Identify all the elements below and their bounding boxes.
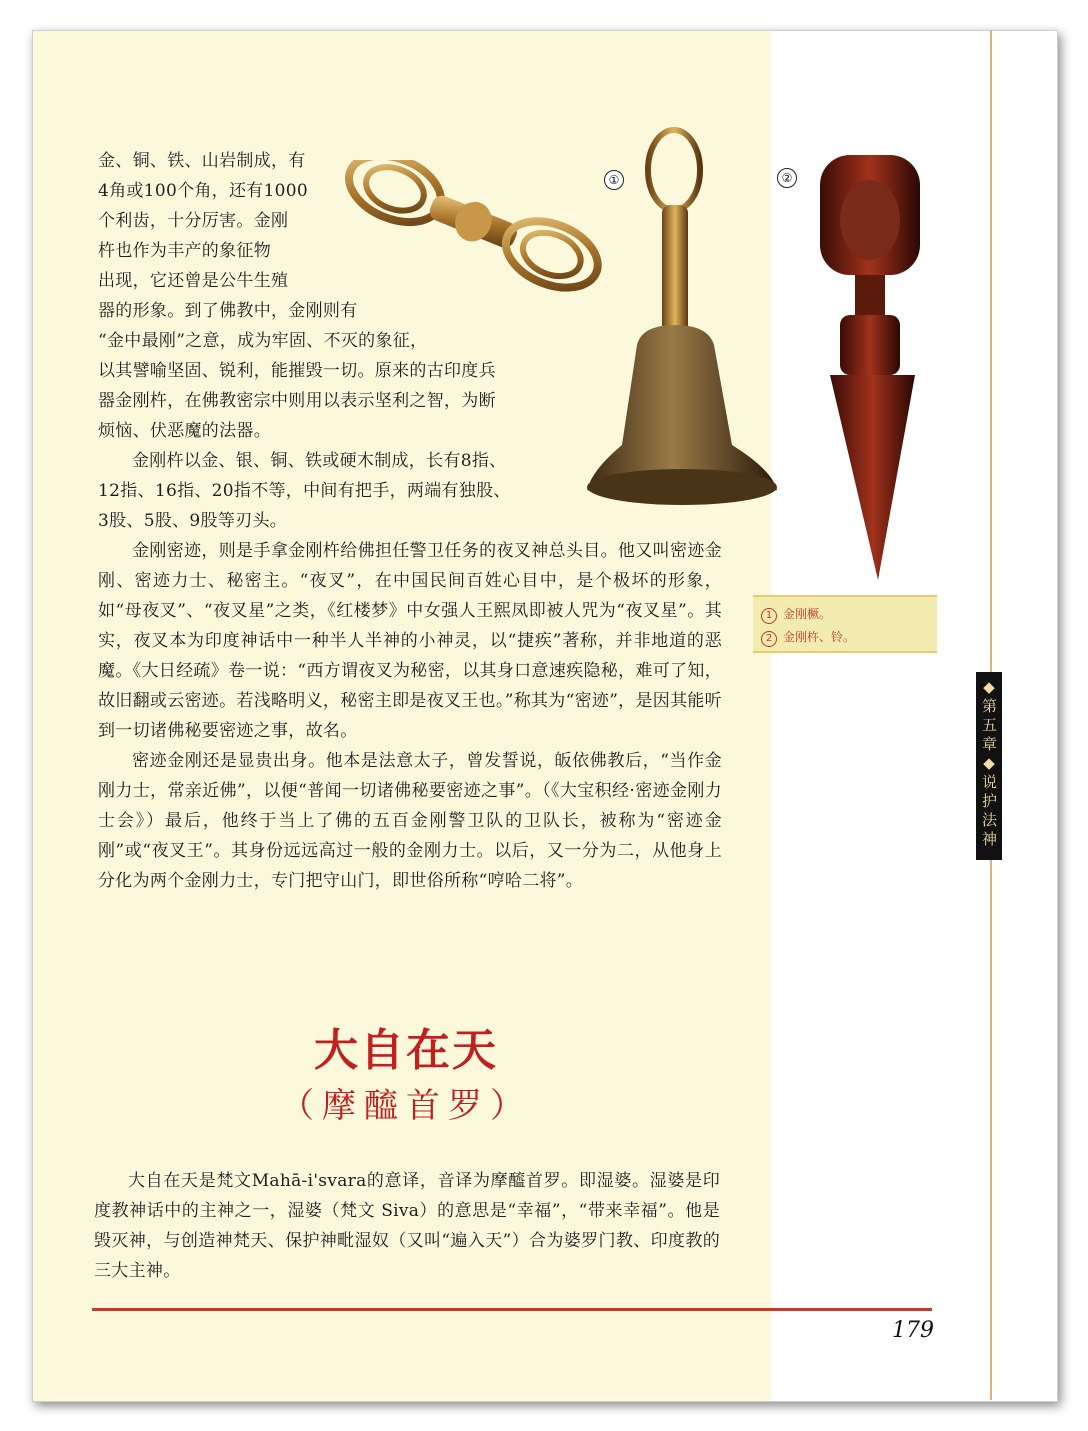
- caption-item-2: [761, 626, 929, 649]
- line: 4角或100个角，还有1000: [98, 181, 309, 201]
- line: 12指、16指、20指不等，中间有把手，两端有独股、: [98, 481, 511, 501]
- section-title: 大自在天: [314, 1025, 498, 1076]
- paragraph-text: 大自在天是梵文Mahā-i'svara的意译，音译为摩醯首罗。即湿婆。湿婆是印度教神话中的主神之一，湿婆（梵文 Siva）的意思是“幸福”，“带来幸福”。他是毁灭神，与创造神梵天、保护神毗湿奴（又叫“遍入天”）合为婆罗门教、印度教的三大主神。: [94, 1171, 720, 1281]
- line: 出现，它还曾是公牛生殖: [98, 271, 289, 291]
- marker-1: ①: [604, 170, 624, 190]
- chapter-tab: [976, 672, 1002, 860]
- line: 杵也作为丰产的象征物: [98, 241, 271, 261]
- line: 烦恼、伏恶魔的法器。: [98, 421, 271, 441]
- paragraph-1: [98, 146, 511, 536]
- caption-item-1: [761, 603, 929, 626]
- line: 器金刚杵，在佛教密宗中则用以表示坚利之智，为断: [98, 391, 496, 411]
- chapter-title: 说护法神: [982, 773, 998, 848]
- line: 以其譬喻坚固、锐利，能摧毁一切。原来的古印度兵: [98, 361, 496, 381]
- diamond-icon: ◆: [983, 678, 995, 696]
- line: 个利齿，十分厉害。金刚: [98, 211, 289, 231]
- section-paragraph: [94, 1166, 720, 1286]
- phurba-image: [800, 125, 930, 585]
- paragraph-text: 密迹金刚还是显贵出身。他本是法意太子，曾发誓说，皈依佛教后，“当作金刚力士，常亲近佛”，以便“普闻一切诸佛秘要密迹之事”。（《大宝积经·密迹金刚力士会》）最后，他终于当上了佛的五百金刚警卫队的卫队长，被称为“密迹金刚”或“夜叉王”。其身份远远高过一般的金刚力士。以后，又一分为二，从他身上分化为两个金刚力士，专门把守山门，即世俗所称“哼哈二将”。: [98, 751, 722, 891]
- page-number: 179: [892, 1318, 934, 1343]
- line: “金中最刚”之意，成为牢固、不灭的象征，: [98, 331, 428, 351]
- paragraph-3: [98, 536, 722, 896]
- marker-2: ②: [777, 168, 797, 188]
- caption-text: 金刚杵、铃。: [783, 630, 856, 644]
- footer-rule: [92, 1308, 932, 1311]
- image-caption: [753, 595, 937, 653]
- line: 3股、5股、9股等刃头。: [98, 511, 288, 531]
- chapter-label: 第五章: [982, 697, 998, 753]
- paragraph-text: 金刚密迹，则是手拿金刚杵给佛担任警卫任务的夜叉神总头目。他又叫密迹金刚、密迹力士、秘密主。“夜叉”，在中国民间百姓心目中，是个极坏的形象，如“母夜叉”、“夜叉星”之类，《红楼梦》中女强人王熙凤即被人咒为“夜叉星”。其实，夜叉本为印度神话中一种半人半神的小神灵，以“捷疾”著称，并非地道的恶魔。《大日经疏》卷一说：“西方谓夜叉为秘密，以其身口意速疾隐秘，难可了知，故旧翻或云密迹。若浅略明义，秘密主即是夜叉王也。”称其为“密迹”，是因其能听到一切诸佛秘要密迹之事，故名。: [98, 541, 722, 741]
- line: 器的形象。到了佛教中，金刚则有: [98, 301, 358, 321]
- caption-num: 1: [761, 608, 777, 624]
- section-subtitle: （摩醯首罗）: [280, 1086, 532, 1126]
- line: 金刚杵以金、银、铜、铁或硬木制成，长有8指、: [132, 451, 507, 471]
- caption-text: 金刚橛。: [783, 607, 832, 621]
- caption-num: 2: [761, 631, 777, 647]
- line: 金、铜、铁、山岩制成，有: [98, 151, 306, 171]
- diamond-icon: ◆: [983, 754, 995, 772]
